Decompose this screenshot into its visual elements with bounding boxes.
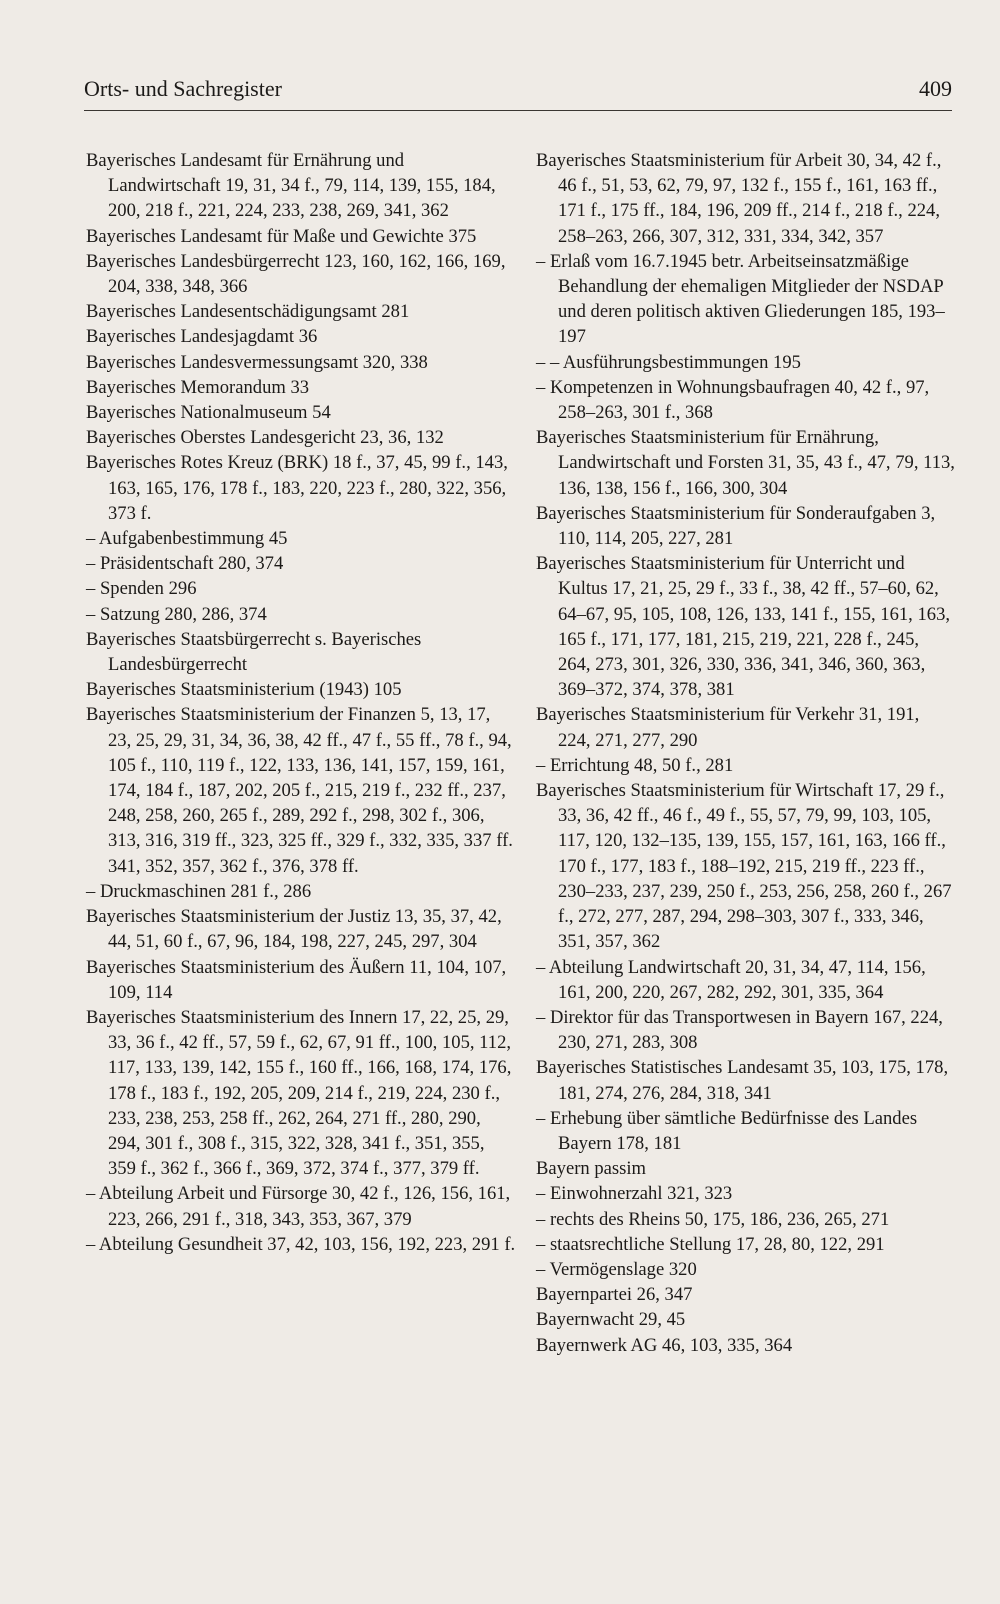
index-entry: Bayerisches Landesvermessungsamt 320, 338 [86,351,428,373]
index-entry: Bayernwerk AG 46, 103, 335, 364 [536,1334,793,1356]
index-entry: Bayerisches Rotes Kreuz (BRK) 18 f., 37, 45, 99 f., 143, 163, 165, 176, 178 f., 183, 220, 223 f., 280, 322, 356, 373 f. [86,452,508,524]
index-entry: Bayern passim [536,1158,646,1180]
index-entry: Bayernpartei 26, 347 [536,1284,693,1306]
index-entry: Bayerisches Staatsministerium der Justiz 13, 35, 37, 42, 44, 51, 60 f., 67, 96, 184, 198, 227, 245, 297, 304 [86,906,502,953]
index-entry: – rechts des Rheins 50, 175, 186, 236, 265, 271 [536,1208,890,1230]
index-entry: Bayernwacht 29, 45 [536,1309,686,1331]
index-entry: Bayerisches Staatsministerium für Arbeit 30, 34, 42 f., 46 f., 51, 53, 62, 79, 97, 132 f., 155 f., 161, 163 ff., 171 f., 175 ff., 184, 196, 209 ff., 214 f., 218 f., 224, 258–263, 266, 307, 312, 331, 334, 342, 357 [536,150,942,247]
index-entry: – Einwohnerzahl 321, 323 [536,1183,733,1205]
index-entry: Bayerisches Staatsministerium für Verkehr 31, 191, 224, 271, 277, 290 [536,704,920,751]
header-rule [84,110,952,111]
index-entry: Bayerisches Staatsministerium (1943) 105 [86,679,402,701]
index-entry: – Vermögenslage 320 [536,1258,697,1280]
index-entry: – Errichtung 48, 50 f., 281 [536,754,734,776]
page-number: 409 [919,76,952,101]
index-entry: – Abteilung Arbeit und Fürsorge 30, 42 f., 126, 156, 161, 223, 266, 291 f., 318, 343, 353, 367, 379 [86,1183,511,1230]
running-title: Orts- und Sachregister [84,76,282,101]
index-entry: Bayerisches Staatsministerium für Unterricht und Kultus 17, 21, 25, 29 f., 33 f., 38, 42 ff., 57–60, 62, 64–67, 95, 105, 108, 126, 133, 141 f., 155, 161, 163, 165 f., 171, 177, 181, 215, 219, 221, 228 f., 245, 264, 273, 301, 326, 330, 336, 341, 346, 360, 363, 369–372, 374, 378, 381 [536,553,951,701]
index-entry: – Erlaß vom 16.7.1945 betr. Arbeitseinsatzmäßige Behandlung der ehemaligen Mitglieder der NSDAP und deren politisch aktiven Gliederungen 185, 193–197 [536,250,945,348]
index-entry: Bayerisches Memorandum 33 [86,376,310,398]
index-entry: Bayerisches Staatsbürgerrecht s. Bayerisches Landesbürgerrecht [86,628,422,676]
index-entry: – Abteilung Landwirtschaft 20, 31, 34, 47, 114, 156, 161, 200, 220, 267, 282, 292, 301, 335, 364 [536,956,926,1003]
index-entry: – Druckmaschinen 281 f., 286 [86,880,312,902]
index-entry: Bayerisches Landesamt für Maße und Gewichte 375 [86,225,477,247]
index-entry: – Aufgabenbestimmung 45 [86,528,288,550]
index-entry: Bayerisches Oberstes Landesgericht 23, 36, 132 [86,427,444,449]
index-entry: – Abteilung Gesundheit 37, 42, 103, 156, 192, 223, 291 f. [86,1233,516,1255]
index-entry: Bayerisches Landesamt für Ernährung und Landwirtschaft 19, 31, 34 f., 79, 114, 139, 155, 184, 200, 218 f., 221, 224, 233, 238, 269, 341, 362 [86,150,496,222]
index-entry: Bayerisches Landesjagdamt 36 [86,326,318,348]
index-entry: – Direktor für das Transportwesen in Bayern 167, 224, 230, 271, 283, 308 [536,1006,943,1054]
index-entry: – Erhebung über sämtliche Bedürfnisse des Landes Bayern 178, 181 [536,1107,918,1154]
index-entry: Bayerisches Staatsministerium der Finanzen 5, 13, 17, 23, 25, 29, 31, 34, 36, 38, 42 ff., 47 f., 55 ff., 78 f., 94, 105 f., 110, 119 f., 122, 133, 136, 141, 157, 159, 161, 174, 184 f., 187, 202, 205 f., 215, 219 f., 232 ff., 237, 248, 258, 260, 265 f., 289, 292 f., 298, 302 f., 306, 313, 316, 319 ff., 323, 325 ff., 329 f., 332, 335, 337 ff. 341, 352, 357, 362 f., 376, 378 ff. [86,704,513,877]
running-header [84,76,952,108]
index-entry: Bayerisches Staatsministerium des Äußern 11, 104, 107, 109, 114 [86,956,507,1003]
index-entry: Bayerisches Staatsministerium für Sonderaufgaben 3, 110, 114, 205, 227, 281 [536,502,936,550]
index-entry: Bayerisches Staatsministerium für Wirtschaft 17, 29 f., 33, 36, 42 ff., 46 f., 49 f., 55, 57, 79, 99, 103, 105, 117, 120, 132–135, 139, 155, 157, 161, 163, 166 ff., 170 f., 177, 183 f., 188–192, 215, 219 ff., 223 ff., 230–233, 237, 239, 250 f., 253, 256, 258, 260 f., 267 f., 272, 277, 287, 294, 298–303, 307 f., 333, 346, 351, 357, 362 [536,780,952,953]
index-column-left [86,148,516,1257]
index-entry: – Präsidentschaft 280, 374 [86,553,284,575]
index-entry: Bayerisches Statistisches Landesamt 35, 103, 175, 178, 181, 274, 276, 284, 318, 341 [536,1057,949,1104]
index-entry: Bayerisches Landesbürgerrecht 123, 160, 162, 166, 169, 204, 338, 348, 366 [86,250,506,298]
index-entry: Bayerisches Staatsministerium für Ernährung, Landwirtschaft und Forsten 31, 35, 43 f., 47, 79, 113, 136, 138, 156 f., 166, 300, 304 [536,427,955,499]
index-entry: Bayerisches Nationalmuseum 54 [86,402,331,424]
index-entry: Bayerisches Staatsministerium des Innern 17, 22, 25, 29, 33, 36 f., 42 ff., 57, 59 f., 62, 67, 91 ff., 100, 105, 112, 117, 133, 139, 142, 155 f., 160 ff., 166, 168, 174, 176, 178 f., 183 f., 192, 205, 209, 214 f., 219, 224, 230 f., 233, 238, 253, 258 ff., 262, 264, 271 ff., 280, 290, 294, 301 f., 308 f., 315, 322, 328, 341 f., 351, 355, 359 f., 362 f., 366 f., 369, 372, 374 f., 377, 379 ff. [86,1006,512,1180]
index-entry: – – Ausführungsbestimmungen 195 [536,351,801,373]
index-entry: – Spenden 296 [86,578,197,600]
index-column-right [536,148,956,1358]
index-entry: – staatsrechtliche Stellung 17, 28, 80, 122, 291 [536,1233,885,1255]
index-entry: Bayerisches Landesentschädigungsamt 281 [86,301,410,323]
index-entry: – Kompetenzen in Wohnungsbaufragen 40, 42 f., 97, 258–263, 301 f., 368 [536,376,930,424]
index-entry: – Satzung 280, 286, 374 [86,603,267,625]
